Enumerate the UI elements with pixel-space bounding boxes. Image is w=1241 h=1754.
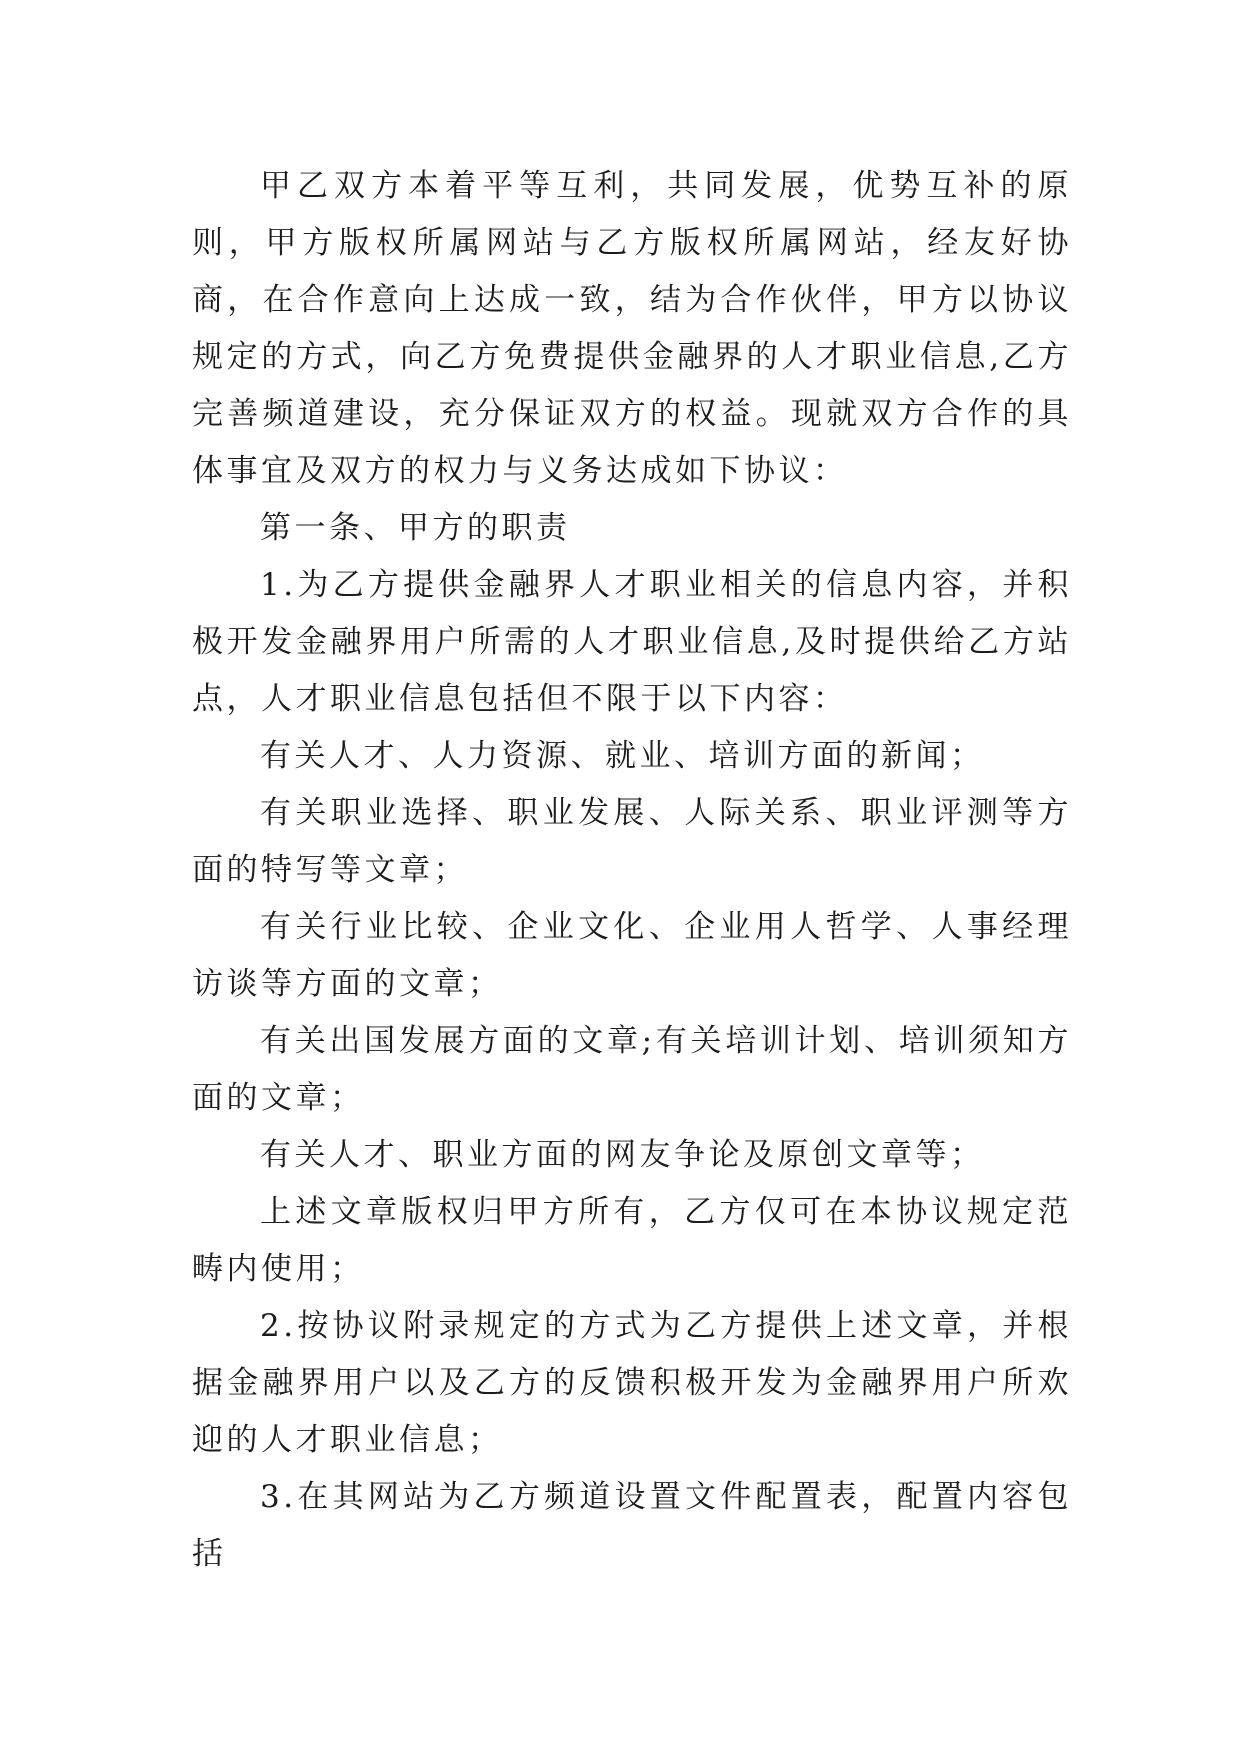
list-item-abroad-training: 有关出国发展方面的文章;有关培训计划、培训须知方面的文章；: [192, 1023, 1072, 1116]
clause-1: 1.为乙方提供金融界人才职业相关的信息内容，并积极开发金融界用户所需的人才职业信息,及时提供给乙方站点，人才职业信息包括但不限于以下内容：: [192, 567, 1072, 717]
list-item-career-features: 有关职业选择、职业发展、人际关系、职业评测等方面的特写等文章；: [192, 795, 1072, 888]
copyright-note: 上述文章版权归甲方所有，乙方仅可在本协议规定范畴内使用；: [192, 1194, 1072, 1287]
paragraph-intro: 甲乙双方本着平等互利，共同发展，优势互补的原则，甲方版权所属网站与乙方版权所属网站，经友好协商，在合作意向上达成一致，结为合作伙伴，甲方以协议规定的方式，向乙方免费提供金融界的人才职业信息,乙方完善频道建设，充分保证双方的权益。现就双方合作的具体事宜及双方的权力与义务达成如下协议：: [192, 168, 1072, 489]
list-item-industry-articles: 有关行业比较、企业文化、企业用人哲学、人事经理访谈等方面的文章；: [192, 909, 1072, 1002]
clause-3: 3.在其网站为乙方频道设置文件配置表，配置内容包括: [192, 1479, 1072, 1572]
clause-2: 2.按协议附录规定的方式为乙方提供上述文章，并根据金融界用户以及乙方的反馈积极开发为金融界用户所欢迎的人才职业信息；: [192, 1308, 1072, 1458]
article-heading-1: 第一条、甲方的职责: [260, 510, 571, 546]
document-body: [192, 158, 1072, 1583]
list-item-user-articles: 有关人才、职业方面的网友争论及原创文章等；: [260, 1137, 985, 1173]
list-item-news: 有关人才、人力资源、就业、培训方面的新闻；: [260, 738, 985, 774]
